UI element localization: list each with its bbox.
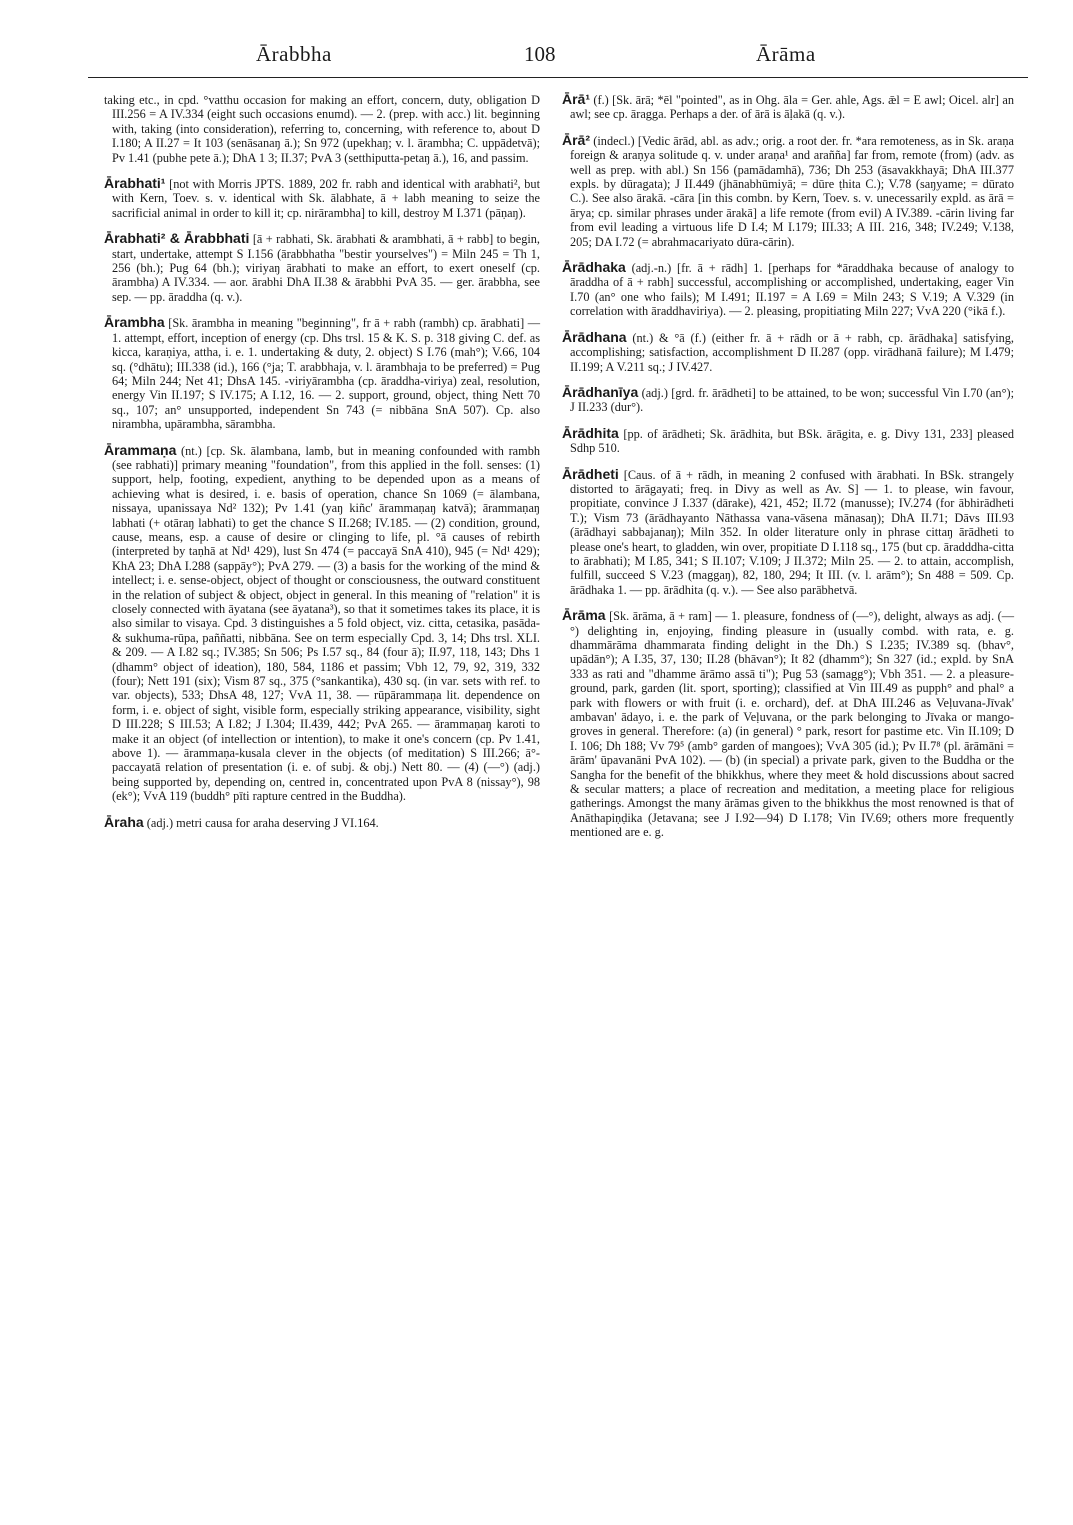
dictionary-entry: [104, 231, 540, 304]
entry-headword: Ārammaṇa: [104, 441, 177, 458]
entry-headword: Ārabhati² & Ārabbhati: [104, 230, 250, 247]
left-column: [104, 92, 540, 841]
entry-headword: Ārādheti: [562, 465, 619, 482]
dictionary-entry: [104, 92, 540, 165]
entry-headword: Ārādhita: [562, 424, 619, 441]
entry-text: [not with Morris JPTS. 1889, 202 fr. rabh and identical with arabhati², but with Kern, Toev. s. v. identical with Sk. ālabhate, ā + labh meaning to seize the sacrificial animal in order to kill it; cp. nirārambha] to kill, destroy M I.371 (pāṇaŋ).: [112, 177, 540, 220]
dictionary-entry: [104, 815, 540, 830]
entry-headword: Ārādhana: [562, 328, 627, 345]
dictionary-entry: [562, 133, 1014, 249]
dictionary-entry: [562, 426, 1014, 456]
entry-text: [pp. of ārādheti; Sk. ārādhita, but BSk. ārāgita, e. g. Divy 131, 233] pleased Sdhp 510.: [570, 426, 1014, 456]
page-number: 108: [524, 42, 556, 66]
dictionary-entry: [562, 608, 1014, 840]
entry-headword: Ārādhaka: [562, 259, 626, 276]
entry-text: (adj.-n.) [fr. ā + rādh] 1. [perhaps for *āraddhaka because of analogy to āraddha of ā + rabh] successful, accomplishing or accomplished, undertaking, eager Vin I.70 (an° one who fails); M I.491; II.197 = A I.69 = Miln 243; S V.19; A V.329 (in correlation with āraddhaviriya). — 2. pleasing, propitiating Miln 227; VvA 220 (°ikā f.).: [570, 261, 1014, 319]
entry-headword: Ārambha: [104, 314, 165, 331]
header-rule: [88, 77, 1028, 78]
dictionary-entry: [562, 330, 1014, 374]
dictionary-entry: [562, 385, 1014, 415]
entry-headword: Ārā¹: [562, 91, 591, 107]
entry-headword: Ārā²: [562, 131, 591, 148]
right-column: [562, 92, 1014, 851]
dictionary-entry: [104, 315, 540, 431]
entry-headword: Ārabhati¹: [104, 175, 166, 192]
entry-headword: Ārādhanīya: [562, 383, 639, 400]
entry-headword: Ārāma: [562, 607, 606, 624]
entry-text: [Sk. ārambha in meaning "beginning", fr ā + rabh (rambh) cp. ārabhati] — 1. attempt, effort, inception of energy (cp. Dhs trsl. 15 & K. S. p. 318 giving C. def. as kicca, karaṇiya, attha, i. e. 1. undertaking & duty, 2. object) S I.76 (mah°); V.66, 104 sq. (°dhātu); III.338 (id.), 166 (°ja; T. arabbhaja, v. l. ārambhaja to be preferred) = Pug 64; Miln 244; Net 41; DhsA 145. -viriyārambha (cp. āraddha-viriya) zeal, resolution, energy Vin II.197; S IV.175; A I.12, 16. — 2. support, ground, object, thing Nett 70 sq., 107; an° unsupported, independent Sn 743 (= nibbāna SnA 507). Cp. also nirambha, upārambha, sārambha.: [112, 316, 540, 432]
entry-text: (indecl.) [Vedic ārād, abl. as adv.; orig. a root der. fr. *ara remoteness, as in Sk. araṇa foreign & araṇya solitude q. v. under araṇa¹ and arañña] far from, remote (from) (adv. as well as prep. with abl.) Sn 156 (pamādamhā), 736; Dh 253 (āsavakkhayā; DhA III.377 expls. by dūragata); J II.449 (jhānabhūmiyā; = dūre ṭhita C.); V.78 (saŋyame; = dūrato C.). See also ārakā. -cāra [in this combn. by Kern, Toev. s. v. unecessarily expld. as ārā = ārya; cp. similar phrases under ārakā] a life remote (from evil) A IV.389. -cārin living far from evil leading a virtuous life D I.4; M I.179; III.33; A III. 216, 348; IV.249; V.138, 205; DA I.72 (= abrahmacariyato dūra-cārin).: [570, 133, 1014, 249]
entry-headword: Āraha: [104, 813, 144, 830]
entry-text: [ā + rabhati, Sk. ārabhati & arambhati, ā + rabb] to begin, start, undertake, attempt S I.156 (ārabbhatha "bestir yourselves") = Miln 245 = Th 1, 256 (bh.); Pug 64 (bh.); viriyaŋ ārabhati to make an effort, to exert oneself (cp. ārambha) A IV.334. — aor. ārabhi DhA II.38 & ārabbhi PvA 35. — ger. ārabbha, see sep. — pp. āraddha (q. v.).: [112, 232, 540, 304]
entry-text: (f.) [Sk. ārā; *ēl "pointed", as in Ohg. āla = Ger. ahle, Ags. ǣl = E awl; Oicel. alr] an awl; see cp. āragga. Perhaps a der. of ārā is āḷakā (q. v.).: [570, 93, 1014, 122]
dictionary-entry: [562, 92, 1014, 122]
entry-text: (nt.) & °ā (f.) (either fr. ā + rādh or ā + rabh, cp. ārādhaka] satisfying, accomplishing; satisfaction, accomplishment D II.287 (opp. virādhanā failure); M I.479; II.199; A V.211 sq.; J IV.427.: [570, 330, 1015, 374]
entry-text: (adj.) metri causa for araha deserving J VI.164.: [146, 815, 379, 830]
dictionary-entry: [562, 260, 1014, 319]
dictionary-entry: [104, 443, 540, 804]
entry-text: taking etc., in cpd. °vatthu occasion for making an effort, concern, duty, obligation D III.256 = A IV.334 (eight such occasions enumd). — 2. (prep. with acc.) lit. beginning with, taking (into consideration), referring to, concerning, with reference to, about D I.180; A II.27 = It 103 (senāsanaŋ ā.); Sn 972 (upekhaŋ; v. l. ārambha; C. uppādetvā); Pv 1.41 (pubhe pete ā.); DhA 1 3; II.37; PvA 3 (setthiputta-petaŋ ā.), 16, and passim.: [104, 93, 540, 165]
entry-text: [Sk. ārāma, ā + ram] — 1. pleasure, fondness of (—°), delight, always as adj. (—°) delighting in, enjoying, finding pleasure in (usually combd. with rata, e. g. dhammārāma dhammarata finding delight in the Dh.) S I.235; IV.389 sq. (bhav°, upādān°); A I.35, 37, 130; II.28 (bhāvan°); It 82 (dhamm°); Sn 327 (id.; expld. by SnA 333 as rati and "dhamme ārāmo assā ti"); Pug 53 (samagg°); Vbh 351. — 2. a pleasure-ground, park, garden (lit. sport, sporting); classified at Vin III.49 as pupph° and phal° a park with flowers or with fruit (i. e. orchard), def. at DhA III.246 as Veḷuvana-Jīvak' ambavan' ādayo, i. e. the park of Veḷuvana, or the park belonging to Jīvaka or mango-groves in general. Therefore: (a) (in general) ° park, resort for pastime etc. Vin II.109; D I. 106; Dh 188; Vv 79⁵ (amb° garden of mangoes); VvA 305 (id.); Pv II.7⁸ (pl. ārāmāni = ārām' ūpavanāni PvA 102). — (b) (in special) a private park, given to the Buddha or the Sangha for the benefit of the bhikkhus, where they meet & hold discussions about sacred & secular matters; a place of recreation and meditation, a meeting place for religious gatherings. Amongst the many ārāmas given to the bhikkhus the most renowned is that of Anāthapiṇḍika (Jetavana; see J I.92—94) D I.178; Vin IV.69; others more frequently mentioned are e. g.: [570, 609, 1014, 840]
entry-text: (adj.) [grd. fr. ārādheti] to be attained, to be won; successful Vin I.70 (an°); J II.233 (dur°).: [570, 385, 1014, 415]
page-header: [88, 42, 1028, 74]
dictionary-entry: [562, 467, 1014, 598]
entry-text: [Caus. of ā + rādh, in meaning 2 confused with ārabhati. In BSk. strangely distorted to ārāgayati; freq. in Divy as well as Av. S] — 1. to please, win favour, propitiate, convince J I.337 (dārake), 421, 452; II.72 (manusse); IV.274 (for ābhirādheti T.); Vism 73 (ārādhayanto Nāthassa vana-vāsena mānasaŋ); DhA II.71; Dāvs III.93 (ārādhayi sabbajanaŋ); Miln 352. In older literature only in phrase cittaŋ ārādheti to please one's heart, to gladden, win over, propitiate D I.118 sq., 175 (but cp. āradddha-citta to ārabhati); M I.85, 341; S II.107; V.109; J II.372; Miln 25. — 2. to attain, accomplish, fulfill, succeed S V.23 (maggaŋ), 82, 180, 294; It III. (v. l. arām°); Sn 488 = 509. Cp. ārādhaka 1. — pp. ārādhita (q. v.). — See also parābhetvā.: [570, 467, 1014, 597]
header-last-word: Ārāma: [756, 42, 816, 66]
entry-text: (nt.) [cp. Sk. ālambana, lamb, but in meaning confounded with rambh (see rabhati)] primary meaning "foundation", from this applied in the foll. senses: (1) support, help, footing, expedient, anything to be depended upon as a means of achieving what is desired, i. e. basis of operation, chance Sn 1069 (= ālambana, nissaya, upanissaya Nd² 132); Pv 1.41 (yaŋ kiñc' ārammaṇaŋ katvā); ārammaṇaŋ labhati (+ otāraŋ labhati) to get the chance S II.268; IV.185. — (2) condition, ground, cause, means, esp. a cause of desire or clinging to life, pl. °ā causes of rebirth (interpreted by taṇhā at Nd¹ 429), lust Sn 474 (= paccayā SnA 410), 945 (= Nd¹ 429); KhA 23; DhA I.288 (sappāy°); PvA 279. — (3) a basis for the working of the mind & intellect; i. e. sense-object, object of thought or consciousness, the outward constituent in the relation of subject & object, object in general. In this meaning of "relation" it is closely connected with āyatana (see āyatana³), so that it sometimes takes its place, it is also similar to visaya. Cpd. 3 distinguishes a 5 fold object, viz. citta, cetasika, pasāda- & sukhuma-rūpa, paññatti, nibbāna. See on term especially Cpd. 3, 14; Dhs trsl. XLI. & 209. — A I.82 sq.; IV.385; Sn 506; Ps I.57 sq., 84 (four ā); II.97, 118, 143; Dhs 1 (dhamm° object of ideation), 180, 584, 1186 et passim; Vbh 12, 79, 92, 319, 332 (four); Nett 191 (six); Vism 87 sq., 375 (°sankantika), 430 sq. (in var. sets with ref. to var. objects), 533; DhsA 48, 127; VvA 11, 38. — rūpārammaṇa lit. dependence on form, i. e. object of sight, visible form, especially striking appearance, visibility, sight D III.228; S III.53; A I.82; J I.304; II.439, 442; PvA 265. — ārammaṇaŋ karoti to make it an object (of intellection or intention), to make it one's concern (cp. Pv 1.41, above 1). — ārammaṇa-kusala clever in the objects (of meditation) S III.266; ā°-paccayatā relation of presentation (i. e. of subj. & obj.) Nett 80. — (4) (—°) (adj.) being supported by, depending on, centred in, concentrated upon PvA 8 (nissay°), 98 (ek°); VvA 119 (buddh° pīti rapture centred in the Buddha).: [112, 443, 541, 804]
header-first-word: Ārabbha: [256, 42, 332, 66]
dictionary-entry: [104, 176, 540, 220]
